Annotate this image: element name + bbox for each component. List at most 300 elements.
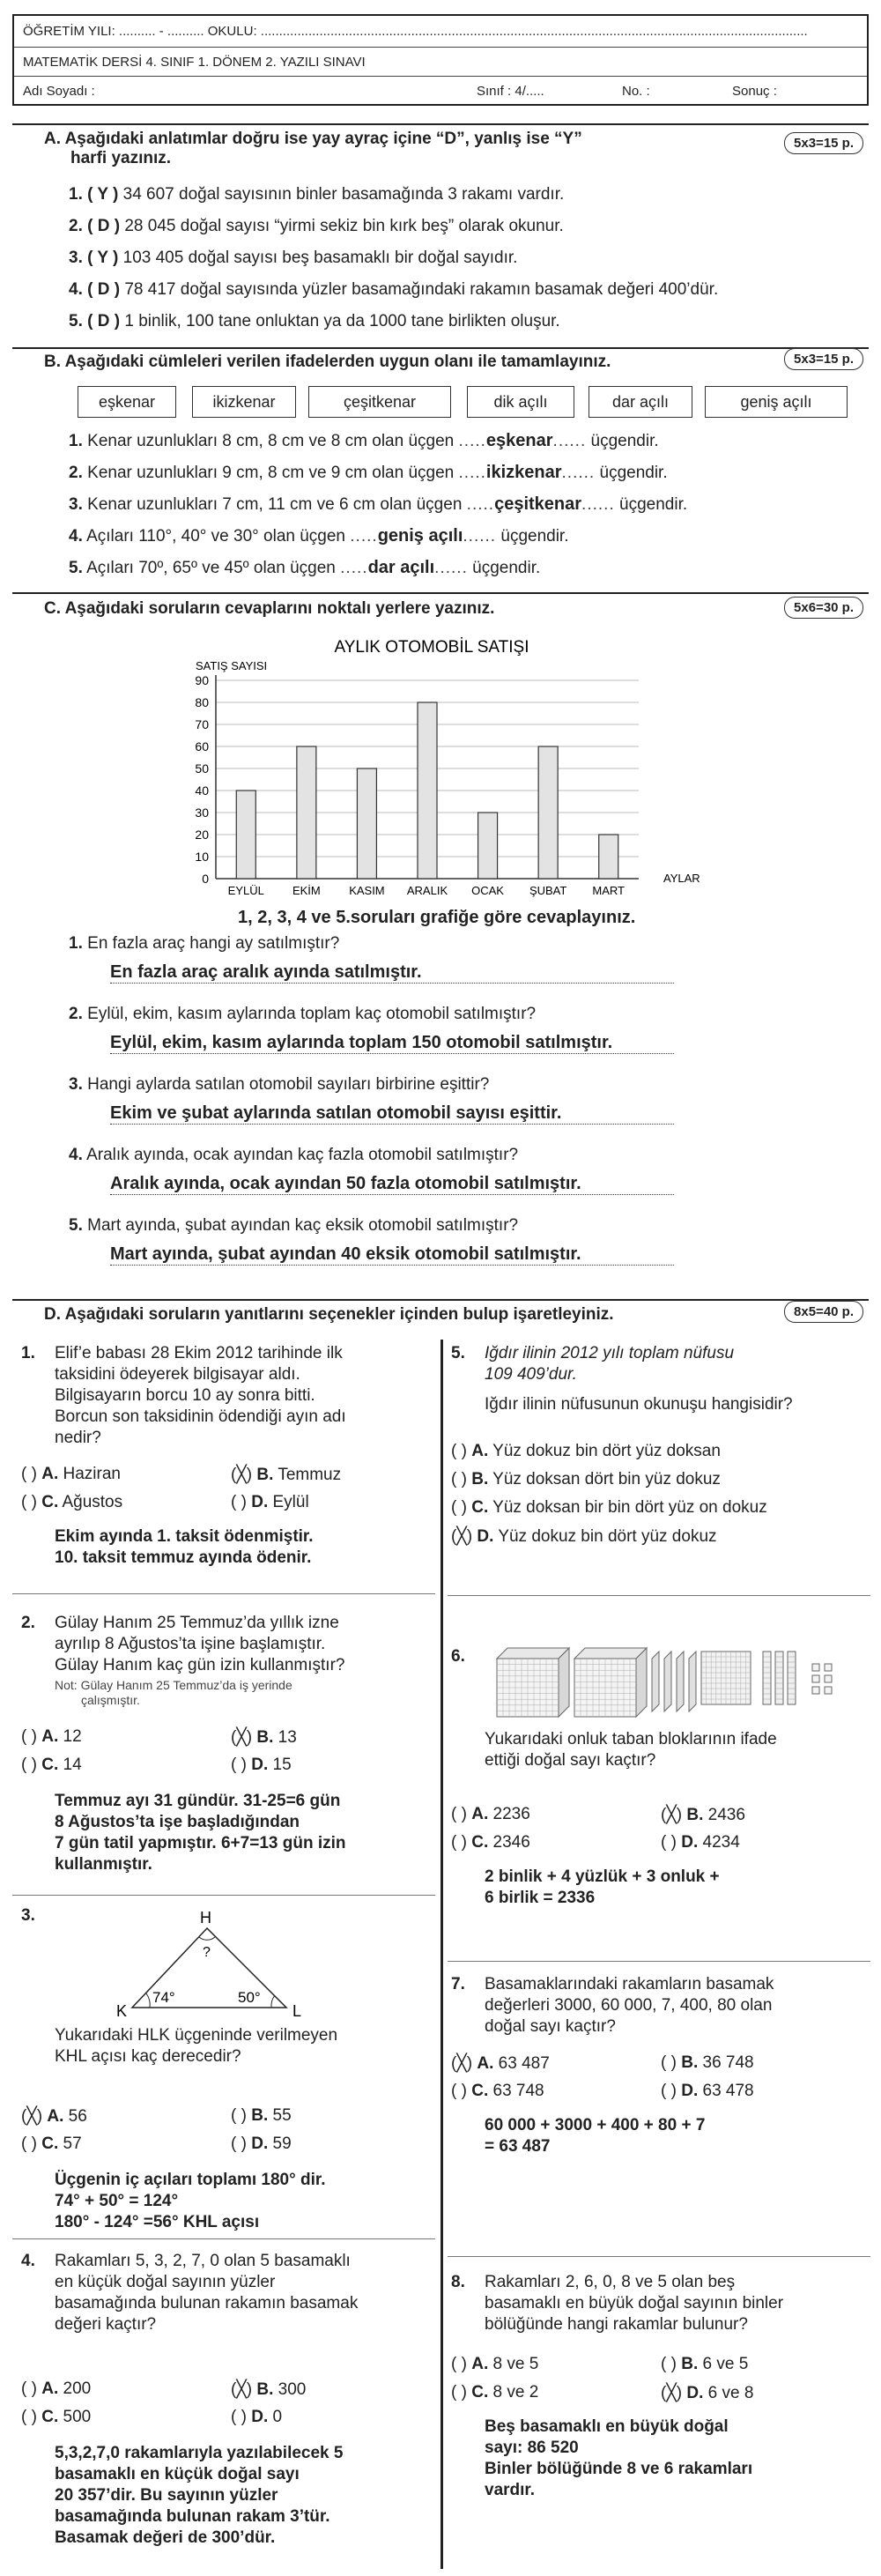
option-letter: D.	[681, 2082, 699, 2100]
thousand-cube	[574, 1648, 647, 1659]
question-text: KHL açısı kaç derecedir?	[55, 2047, 241, 2066]
option-checkbox[interactable]: ( )	[451, 1833, 467, 1852]
sentence-start: Açıları 110°, 40° ve 30° olan üçgen	[86, 527, 351, 546]
option-letter: D.	[251, 2408, 269, 2426]
answer-option[interactable]	[451, 2383, 538, 2402]
y-tick-label: 40	[195, 783, 209, 798]
option-checkbox[interactable]: ( )	[661, 1833, 677, 1852]
option-letter: C.	[41, 1493, 59, 1511]
section-d-divider	[12, 1299, 869, 1301]
question-number: 7.	[451, 1975, 465, 1993]
option-text: 6 ve 5	[702, 2355, 749, 2373]
sentence-end: üçgendir.	[586, 432, 659, 450]
y-tick-label: 50	[195, 761, 209, 776]
fill-blank-item: 4. Açıları 110°, 40° ve 30° olan üçgen .....geniş açılı...... üçgendir.	[69, 526, 569, 546]
y-tick-label: 20	[195, 828, 209, 842]
option-checkbox[interactable]: ( )	[231, 1756, 247, 1774]
statement-text: 78 417 doğal sayısında yüzler basamağındaki rakamın basamak değeri 400’dür.	[124, 280, 719, 299]
option-checkbox[interactable]: ( )	[451, 2383, 467, 2402]
vertex-l-label: L	[292, 2002, 302, 2020]
fill-blank-item: 1. Kenar uzunlukları 8 cm, 8 cm ve 8 cm olan üçgen .....eşkenar...... üçgendir.	[69, 431, 659, 450]
question-number: 8.	[451, 2273, 465, 2291]
section-d-title: D. Aşağıdaki soruların yanıtlarını seçenekler içinden bulup işaretleyiniz.	[44, 1305, 614, 1324]
base-ten-blocks-figure	[495, 1641, 865, 1719]
option-letter: B.	[251, 2106, 269, 2125]
item-number: 3.	[69, 249, 83, 267]
option-text: 63 748	[492, 2082, 544, 2100]
chart-svg	[176, 635, 722, 917]
unit-cube	[812, 1675, 819, 1682]
hundred-flat	[689, 1652, 696, 1711]
statement-text: 1 binlik, 100 tane onluktan ya da 1000 tane birlikten oluşur.	[124, 312, 560, 330]
option-text: 2436	[707, 1806, 745, 1824]
option-checkbox[interactable]: (╳)	[661, 2384, 683, 2402]
option-text: 63 478	[702, 2082, 754, 2100]
option-text: Yüz dokuz bin dört yüz doksan	[492, 1442, 721, 1460]
answer-option[interactable]	[451, 1833, 530, 1852]
answer-option[interactable]	[231, 2379, 306, 2400]
question-text	[69, 1075, 489, 1095]
triangle-figure	[115, 1911, 317, 2021]
answer-option[interactable]	[451, 1470, 721, 1489]
option-checkbox[interactable]: ( )	[451, 1805, 467, 1823]
q-divider	[12, 1895, 435, 1896]
answer-line[interactable]: Ekim ve şubat aylarında satılan otomobil sayısı eşittir.	[110, 1103, 674, 1125]
answer-option[interactable]	[451, 2053, 550, 2074]
answer-option[interactable]	[231, 2408, 282, 2427]
solution-line: 8 Ağustos’ta işe başladığından	[55, 1813, 300, 1831]
q-divider	[12, 2238, 435, 2239]
section-a-score: 5x3=15 p.	[784, 132, 863, 154]
answer-line[interactable]: Mart ayında, şubat ayından 40 eksik otomobil satılmıştır.	[110, 1244, 674, 1266]
option-letter: B.	[256, 2380, 274, 2399]
option-checkbox[interactable]: ( )	[451, 1442, 467, 1460]
option-letter: A.	[47, 2107, 64, 2126]
option-text: 2346	[492, 1833, 530, 1852]
option-letter: D.	[251, 1493, 269, 1511]
solution-line: 74° + 50° = 124°	[55, 2192, 179, 2210]
x-tick-label: EYLÜL	[227, 884, 264, 897]
sentence-start: Kenar uzunlukları 8 cm, 8 cm ve 8 cm olan üçgen	[87, 432, 459, 450]
question-text: ettiği doğal sayı kaçtır?	[485, 1751, 656, 1770]
question-text: ayrılıp 8 Ağustos’ta işine başlamıştır.	[55, 1635, 326, 1653]
answer-option[interactable]	[451, 1805, 530, 1824]
word-choice-box: dar açılı	[589, 386, 692, 418]
y-tick-label: 70	[195, 717, 209, 731]
solution-line: basamaklı en küçük doğal sayı	[55, 2465, 300, 2483]
answer-option[interactable]	[21, 1727, 82, 1747]
thousand-cube	[636, 1648, 647, 1717]
question-body: En fazla araç hangi ay satılmıştır?	[87, 934, 340, 953]
chart-caption: 1, 2, 3, 4 ve 5.soruları grafiğe göre cevaplayınız.	[238, 908, 636, 927]
true-false-answer[interactable]: ( Y )	[87, 185, 119, 204]
thousand-cube	[497, 1648, 569, 1659]
item-number: 5.	[69, 312, 83, 330]
item-number: 4.	[69, 527, 83, 546]
answer-option[interactable]	[231, 1727, 297, 1748]
option-checkbox[interactable]: ( )	[21, 2134, 37, 2153]
answer-option[interactable]	[451, 2082, 544, 2101]
answer-option[interactable]	[231, 2106, 292, 2126]
solution-line: sayı: 86 520	[485, 2439, 579, 2457]
result-label: Sonuç :	[732, 84, 777, 99]
monthly-sales-chart	[176, 635, 722, 917]
solution-line: 5,3,2,7,0 rakamlarıyla yazılabilecek 5	[55, 2444, 344, 2462]
item-number: 1.	[69, 185, 83, 204]
option-letter: D.	[477, 1527, 494, 1546]
x-tick-label: OCAK	[471, 884, 504, 897]
option-text: 6 ve 8	[707, 2384, 754, 2402]
chart-bar	[236, 791, 255, 879]
option-letter: D.	[251, 1756, 269, 1774]
blank-answer[interactable]: eşkenar	[485, 431, 553, 450]
y-tick-label: 60	[195, 739, 209, 753]
question-text: Gülay Hanım kaç gün izin kullanmıştır?	[55, 1656, 345, 1674]
answer-option[interactable]	[661, 2053, 754, 2073]
answer-option[interactable]	[21, 2379, 91, 2399]
option-text: Eylül	[272, 1493, 309, 1511]
option-text: Yüz doksan bir bin dört yüz on dokuz	[492, 1498, 767, 1517]
q-divider	[448, 1595, 870, 1596]
option-text: 500	[63, 2408, 92, 2426]
option-letter: A.	[471, 2355, 489, 2373]
item-number: 2.	[69, 464, 83, 482]
option-checkbox[interactable]: ( )	[451, 2082, 467, 2100]
solution-line: 2 binlik + 4 yüzlük + 3 onluk +	[485, 1867, 720, 1886]
y-tick-label: 10	[195, 850, 209, 864]
solution-line: basamağında bulunan rakam 3’tür.	[55, 2507, 330, 2526]
class-label: Sınıf : 4/.....	[477, 84, 544, 99]
answer-option[interactable]	[21, 2134, 82, 2154]
question-number: 4.	[21, 2252, 35, 2270]
fill-blank-item: 3. Kenar uzunlukları 7 cm, 11 cm ve 6 cm olan üçgen .....çeşitkenar...... üçgendir.	[69, 494, 688, 514]
section-a-title: A. Aşağıdaki anlatımlar doğru ise yay ayraç içine “D”, yanlış ise “Y” harfi yazınız.	[44, 130, 582, 167]
solution-line: 6 birlik = 2336	[485, 1889, 596, 1907]
answer-option[interactable]	[661, 2383, 753, 2403]
true-false-answer[interactable]: ( D )	[87, 217, 121, 235]
statement-text: 103 405 doğal sayısı beş basamaklı bir doğal sayıdır.	[122, 249, 518, 267]
solution-line: Üçgenin iç açıları toplamı 180° dir.	[55, 2171, 326, 2189]
option-text: 4234	[702, 1833, 740, 1852]
question-number: 2.	[69, 1005, 83, 1023]
x-tick-label: MART	[592, 884, 626, 897]
answer-option[interactable]	[661, 2082, 754, 2101]
blank-answer[interactable]: ikizkenar	[485, 463, 562, 482]
x-tick-label: KASIM	[349, 884, 385, 897]
sentence-end: üçgendir.	[496, 527, 569, 546]
option-checkbox[interactable]: ( )	[451, 1498, 467, 1517]
y-tick-label: 0	[202, 872, 209, 886]
option-letter: C.	[471, 1498, 489, 1517]
option-text: Haziran	[63, 1465, 121, 1483]
option-checkbox[interactable]: (╳)	[231, 1728, 253, 1747]
question-number: 3.	[21, 1906, 35, 1925]
option-letter: D.	[251, 2134, 269, 2153]
option-checkbox[interactable]: ( )	[21, 2379, 37, 2398]
question-text: Bilgisayarın borcu 10 ay sonra bitti.	[55, 1386, 315, 1405]
option-letter: C.	[41, 2134, 59, 2153]
solution-line: Binler bölüğünde 8 ve 6 rakamları	[485, 2460, 753, 2478]
option-text: 8 ve 2	[492, 2383, 539, 2402]
true-false-answer[interactable]: ( D )	[87, 312, 121, 330]
solution-line: 10. taksit temmuz ayında ödenir.	[55, 1548, 312, 1567]
answer-option[interactable]	[661, 1805, 745, 1825]
angle-l-label: 50°	[238, 1989, 261, 2006]
x-tick-label: ARALIK	[406, 884, 448, 897]
answer-option[interactable]	[21, 1756, 82, 1775]
question-body: Mart ayında, şubat ayından kaç eksik otomobil satılmıştır?	[87, 1216, 519, 1235]
option-letter: B.	[681, 2355, 699, 2373]
option-letter: B.	[686, 1806, 704, 1824]
answer-option[interactable]	[661, 2355, 748, 2374]
option-text: 56	[68, 2107, 87, 2126]
answer-line[interactable]: Eylül, ekim, kasım aylarında toplam 150 otomobil satılmıştır.	[110, 1033, 674, 1054]
answer-option[interactable]	[21, 1465, 121, 1484]
option-letter: C.	[471, 2082, 489, 2100]
unit-cube	[812, 1687, 819, 1694]
section-d-score: 8x5=40 p.	[784, 1301, 863, 1323]
chart-title: AYLIK OTOMOBİL SATIŞI	[334, 638, 529, 657]
column-divider	[440, 1340, 443, 2569]
word-choice-box: geniş açılı	[705, 386, 848, 418]
answer-option[interactable]	[231, 2134, 292, 2154]
question-text: nedir?	[55, 1429, 101, 1447]
question-note: çalışmıştır.	[81, 1693, 140, 1707]
answer-option[interactable]	[451, 2355, 538, 2374]
question-text	[69, 1005, 536, 1024]
answer-option[interactable]	[451, 1442, 721, 1461]
option-checkbox[interactable]: (╳)	[661, 1806, 683, 1824]
unknown-angle-label: ?	[203, 1945, 211, 1960]
blank-answer[interactable]: dar açılı	[367, 558, 435, 577]
unit-cube	[812, 1664, 819, 1671]
option-text: 14	[63, 1756, 82, 1774]
word-choice-box: eşkenar	[78, 386, 176, 418]
section-c-title: C. Aşağıdaki soruların cevaplarını noktalı yerlere yazınız.	[44, 599, 495, 618]
statement-item	[69, 280, 718, 300]
statement-item	[69, 249, 517, 268]
word-choice-box: çeşitkenar	[308, 386, 451, 418]
angle-k-label: 74°	[152, 1989, 175, 2006]
answer-option[interactable]	[231, 1756, 292, 1775]
option-text: 8 ve 5	[492, 2355, 539, 2373]
option-checkbox[interactable]: ( )	[231, 2134, 247, 2153]
question-text: en küçük doğal sayının yüzler	[55, 2273, 276, 2291]
solution-line: 20 357’dir. Bu sayının yüzler	[55, 2486, 278, 2505]
chart-bar	[599, 835, 618, 879]
option-checkbox[interactable]: ( )	[21, 2408, 37, 2426]
option-letter: B.	[681, 2053, 699, 2072]
header-student-row	[14, 77, 867, 106]
question-text: değerleri 3000, 60 000, 7, 400, 80 olan	[485, 1996, 773, 2015]
option-letter: C.	[471, 2383, 489, 2402]
q-divider	[448, 2256, 870, 2257]
option-letter: A.	[41, 1727, 59, 1746]
word-choice-box: ikizkenar	[192, 386, 296, 418]
question-text: Basamaklarındaki rakamların basamak	[485, 1975, 774, 1993]
option-letter: A.	[477, 2054, 494, 2073]
solution-line: Basamak değeri de 300’dür.	[55, 2528, 276, 2547]
option-text: 12	[63, 1727, 82, 1746]
sentence-end: üçgendir.	[595, 464, 668, 482]
question-text: Yukarıdaki HLK üçgeninde verilmeyen	[55, 2026, 338, 2045]
option-text: 13	[278, 1728, 297, 1747]
solution-line: kullanmıştır.	[55, 1855, 152, 1874]
option-checkbox[interactable]: ( )	[21, 1756, 37, 1774]
answer-line[interactable]: En fazla araç aralık ayında satılmıştır.	[110, 962, 674, 984]
section-b-title: B. Aşağıdaki cümleleri verilen ifadelerden uygun olanı ile tamamlayınız.	[44, 353, 611, 371]
thousand-cube	[559, 1648, 569, 1717]
statement-item	[69, 312, 560, 331]
option-text: 0	[272, 2408, 283, 2426]
option-text: 63 487	[498, 2054, 550, 2073]
item-number: 2.	[69, 217, 83, 235]
answer-line[interactable]: Aralık ayında, ocak ayından 50 fazla otomobil satılmıştır.	[110, 1174, 674, 1195]
option-checkbox[interactable]: ( )	[21, 1493, 37, 1511]
option-text: 200	[63, 2379, 92, 2398]
option-letter: A.	[41, 2379, 59, 2398]
question-note: Not: Gülay Hanım 25 Temmuz’da iş yerinde	[55, 1678, 292, 1692]
statement-item	[69, 217, 564, 236]
solution-line: 180° - 124° =56° KHL açısı	[55, 2213, 260, 2231]
option-letter: A.	[41, 1465, 59, 1483]
question-text: Rakamları 5, 3, 2, 7, 0 olan 5 basamaklı	[55, 2252, 351, 2270]
solution-line: vardır.	[485, 2481, 536, 2499]
question-text: Gülay Hanım 25 Temmuz’da yıllık izne	[55, 1614, 339, 1632]
vertex-k-label: K	[116, 2002, 128, 2020]
chart-ylabel: SATIŞ SAYISI	[196, 659, 268, 672]
option-letter: A.	[471, 1442, 489, 1460]
section-c-divider	[12, 592, 869, 594]
solution-line: 7 gün tatil yapmıştır. 6+7=13 gün izin	[55, 1834, 346, 1852]
header-title-row: MATEMATİK DERSİ 4. SINIF 1. DÖNEM 2. YAZILI SINAVI	[14, 48, 867, 77]
option-checkbox[interactable]: ( )	[231, 2106, 247, 2125]
unit-cube	[825, 1675, 832, 1682]
statement-text: 34 607 doğal sayısının binler basamağında 3 rakamı vardır.	[122, 185, 565, 204]
option-checkbox[interactable]: (╳)	[231, 1466, 253, 1484]
option-checkbox[interactable]: ( )	[661, 2082, 677, 2100]
fill-blank-item: 2. Kenar uzunlukları 9 cm, 8 cm ve 9 cm olan üçgen .....ikizkenar...... üçgendir.	[69, 463, 668, 482]
question-number: 5.	[451, 1344, 465, 1362]
option-checkbox[interactable]: ( )	[451, 1470, 467, 1488]
answer-option[interactable]	[231, 1465, 341, 1485]
no-label: No. :	[622, 84, 650, 99]
option-checkbox[interactable]: ( )	[21, 1465, 37, 1483]
question-text: Rakamları 2, 6, 0, 8 ve 5 olan beş	[485, 2273, 736, 2291]
sentence-start: Kenar uzunlukları 7 cm, 11 cm ve 6 cm olan üçgen	[87, 495, 467, 514]
question-text	[69, 1216, 518, 1236]
answer-option[interactable]	[661, 1833, 740, 1852]
y-tick-label: 80	[195, 695, 209, 709]
unit-cube	[825, 1664, 832, 1671]
option-checkbox[interactable]: (╳)	[451, 1527, 473, 1546]
question-number: 1.	[21, 1344, 35, 1362]
option-letter: B.	[256, 1728, 274, 1747]
question-text: Borcun son taksidinin ödendiği ayın adı	[55, 1407, 346, 1426]
chart-bar	[478, 813, 498, 879]
question-text: taksidini ödeyerek bilgisayar aldı.	[55, 1365, 300, 1384]
statement-item	[69, 185, 564, 204]
answer-option[interactable]	[21, 2408, 91, 2427]
answer-option[interactable]	[451, 1526, 717, 1547]
option-checkbox[interactable]: (╳)	[21, 2107, 43, 2126]
answer-option[interactable]	[21, 2106, 87, 2127]
exam-header	[12, 14, 869, 106]
option-checkbox[interactable]: ( )	[231, 1493, 247, 1511]
option-text: 300	[278, 2380, 307, 2399]
item-number: 3.	[69, 495, 83, 514]
solution-line: Beş basamaklı en büyük doğal	[485, 2417, 729, 2436]
answer-option[interactable]	[451, 1498, 767, 1518]
option-checkbox[interactable]: ( )	[451, 2355, 467, 2373]
question-number: 1.	[69, 934, 83, 953]
option-letter: D.	[686, 2384, 704, 2402]
answer-option[interactable]	[21, 1493, 122, 1512]
section-a-divider	[12, 123, 869, 125]
option-text: Yüz dokuz bin dört yüz dokuz	[498, 1527, 717, 1546]
item-number: 1.	[69, 432, 83, 450]
question-number: 2.	[21, 1614, 35, 1632]
section-b-divider	[12, 347, 869, 349]
x-tick-label: EKİM	[292, 884, 321, 897]
name-label: Adı Soyadı :	[23, 84, 95, 99]
y-tick-label: 90	[195, 673, 209, 687]
solution-line: Temmuz ayı 31 gündür. 31-25=6 gün	[55, 1792, 341, 1810]
question-number: 3.	[69, 1075, 83, 1094]
question-text: basamağında bulunan rakamın basamak	[55, 2294, 359, 2312]
question-number: 4.	[69, 1146, 83, 1164]
section-c-score: 5x6=30 p.	[784, 597, 863, 619]
option-text: 55	[272, 2106, 292, 2125]
question-text: 109 409’dur.	[485, 1365, 577, 1384]
option-text: 36 748	[702, 2053, 754, 2072]
hundred-flat	[652, 1652, 659, 1711]
fill-blank-item: 5. Açıları 70º, 65º ve 45º olan üçgen .....dar açılı...... üçgendir.	[69, 558, 541, 577]
header-school-row: ÖĞRETİM YILI: .......... - .......... OKULU: .....................................................................................................................................................	[14, 16, 867, 48]
section-b-score: 5x3=15 p.	[784, 348, 863, 370]
option-checkbox[interactable]: ( )	[661, 2053, 677, 2072]
option-text: Yüz doksan dört bin yüz dokuz	[492, 1470, 721, 1488]
solution-line: = 63 487	[485, 2137, 551, 2156]
option-checkbox[interactable]: (╳)	[231, 2380, 253, 2399]
option-letter: B.	[256, 1466, 274, 1484]
x-tick-label: ŞUBAT	[529, 884, 567, 897]
hundred-flat	[677, 1652, 684, 1711]
blank-answer[interactable]: geniş açılı	[377, 526, 463, 546]
option-text: 59	[272, 2134, 292, 2153]
option-letter: C.	[41, 1756, 59, 1774]
option-text: 57	[63, 2134, 82, 2153]
question-text: Iğdır ilinin nüfusunun okunuşu hangisidir?	[485, 1395, 793, 1414]
item-number: 5.	[69, 559, 83, 577]
chart-bar	[538, 746, 558, 879]
q-divider	[448, 1961, 870, 1962]
option-checkbox[interactable]: ( )	[231, 2408, 247, 2426]
sentence-start: Açıları 70º, 65º ve 45º olan üçgen	[86, 559, 341, 577]
true-false-answer[interactable]: ( D )	[87, 280, 121, 299]
option-checkbox[interactable]: ( )	[661, 2355, 677, 2373]
true-false-answer[interactable]: ( Y )	[87, 249, 119, 267]
blank-answer[interactable]: çeşitkenar	[494, 494, 582, 514]
unit-cube	[825, 1687, 832, 1694]
option-checkbox[interactable]: ( )	[21, 1727, 37, 1746]
chart-xlabel: AYLAR	[663, 872, 700, 885]
hundred-flat	[664, 1652, 671, 1711]
answer-option[interactable]	[231, 1493, 309, 1512]
option-letter: C.	[41, 2408, 59, 2426]
y-tick-label: 30	[195, 805, 209, 820]
option-checkbox[interactable]: (╳)	[451, 2054, 473, 2073]
